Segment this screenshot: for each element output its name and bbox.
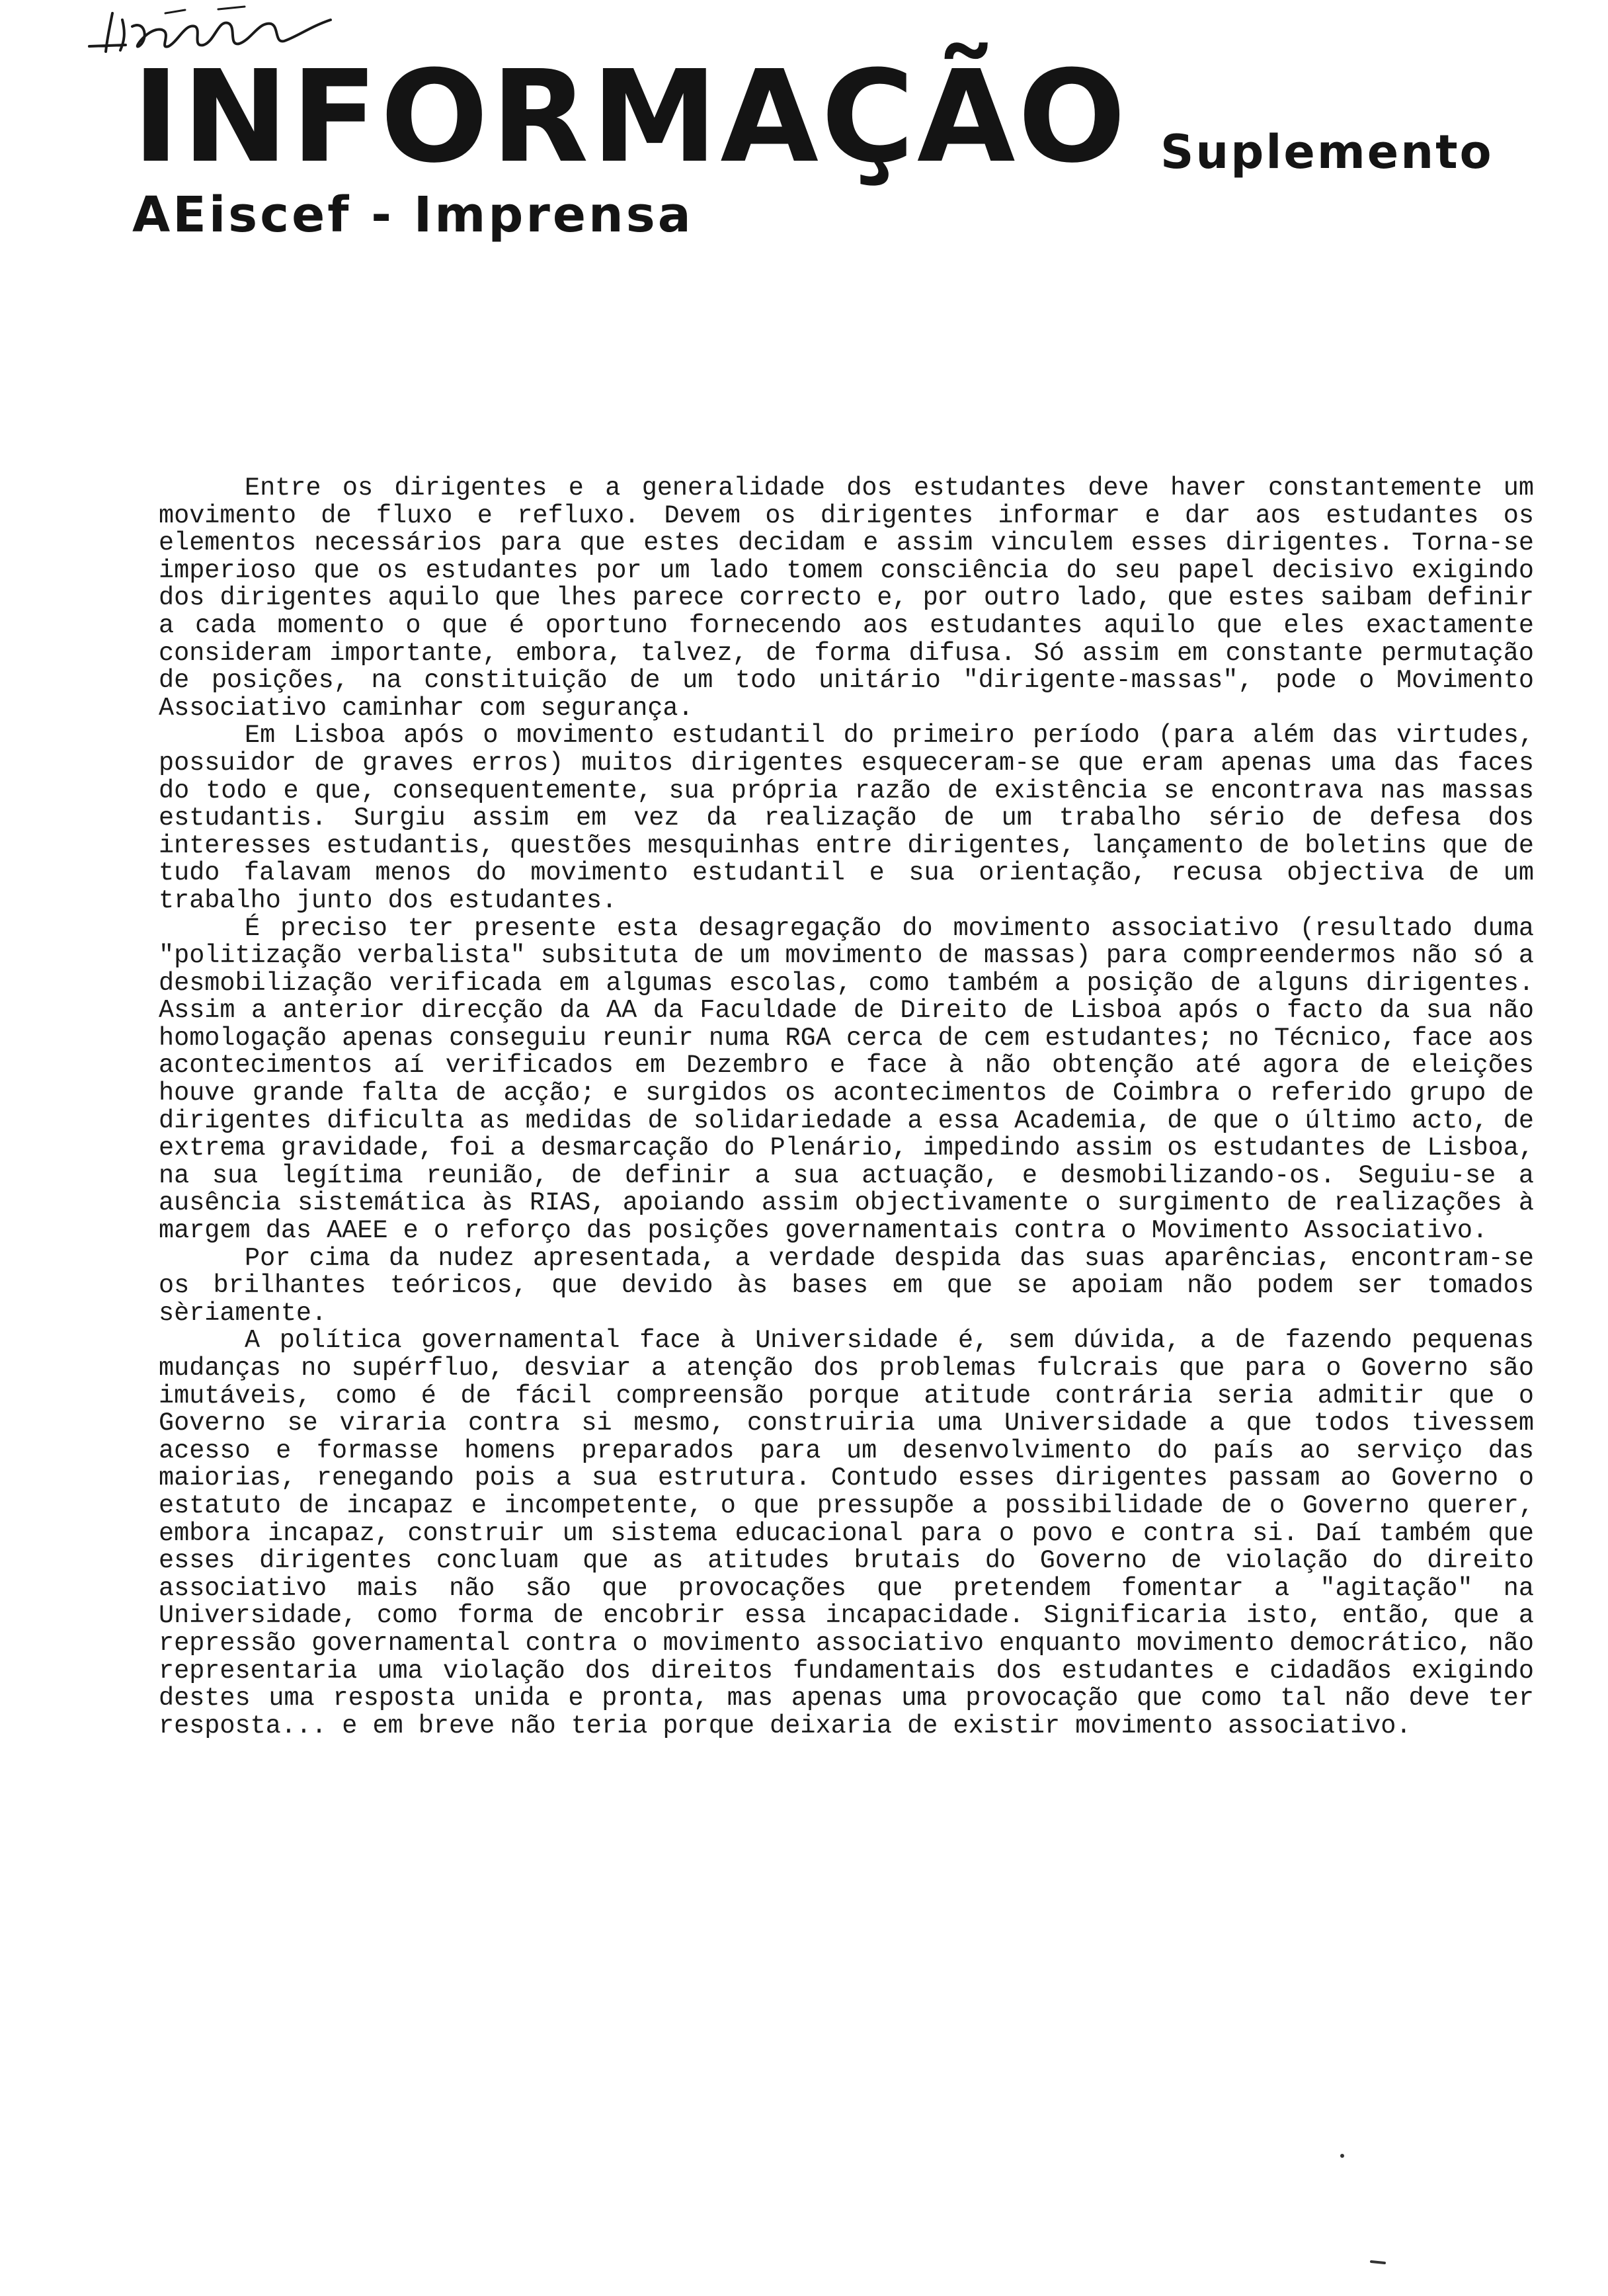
article-paragraph: Em Lisboa após o movimento estudantil do primeiro período (para além das virtudes, possuidor de graves erros) muitos dirigentes esqueceram-se que eram apenas uma das faces do todo e que, consequentemente, sua própria razão de existência se encontrava nas massas estudantis. Surgiu assim em vez da realização de um trabalho sério de defesa dos interesses estudantis, questões mesquinhas entre dirigentes, lançamento de boletins que de tudo falavam menos do movimento estudantil e sua orientação, recusa objectiva de um trabalho junto dos estudantes.	[159, 721, 1534, 915]
masthead	[132, 44, 1521, 250]
article-paragraph: Entre os dirigentes e a generalidade dos estudantes deve haver constantemente um movimento de fluxo e refluxo. Devem os dirigentes informar e dar aos estudantes os elementos necessários para que estes decidam e assim vinculem esses dirigentes. Torna-se imperioso que os estudantes por um lado tomem consciência do seu papel decisivo exigindo dos dirigentes aquilo que lhes parece correcto e, por outro lado, que estes saibam definir a cada momento o que é oportuno fornecendo aos estudantes aquilo que eles exactamente consideram importante, embora, talvez, de forma difusa. Só assim em constante permutação de posições, na constituição de um todo unitário "dirigente-massas", pode o Movimento Associativo caminhar com segurança.	[159, 473, 1534, 723]
ink-speck	[1369, 2255, 1388, 2268]
masthead-subtitle: AEiscef - Imprensa	[132, 186, 694, 243]
masthead-supplement-label: Suplemento	[1160, 125, 1494, 179]
article-paragraph: A política governamental face à Universidade é, sem dúvida, a de fazendo pequenas mudanças no supérfluo, desviar a atenção dos problemas fulcrais que para o Governo são imutáveis, como é de fácil compreensão porque atitude contrária seria admitir que o Governo se viraria contra si mesmo, construiria uma Universidade a que todos tivessem acesso e formasse homens preparados para um desenvolvimento do país ao serviço das maiorias, renegando pois a sua estrutura. Contudo esses dirigentes passam ao Governo o estatuto de incapaz e incompetente, o que pressupõe a possibilidade de o Governo querer, embora incapaz, construir um sistema educacional para o povo e contra si. Daí também que esses dirigentes concluam que as atitudes brutais do Governo de violação do direito associativo mais não são que provocações que pretendem fomentar a "agitação" na Universidade, como forma de encobrir essa incapacidade. Significaria isto, então, que a repressão governamental contra o movimento associativo enquanto movimento democrático, não representaria uma violação dos direitos fundamentais dos estudantes e cidadãos exigindo destes uma resposta unida e pronta, mas apenas uma provocação que como tal não deve ter resposta... e em breve não teria porque deixaria de existir movimento associativo.	[159, 1326, 1534, 1741]
article-body	[159, 475, 1534, 1740]
article-paragraph: É preciso ter presente esta desagregação do movimento associativo (resultado duma "politização verbalista" subsituta de um movimento de massas) para compreendermos não só a desmobilização verificada em algumas escolas, como também a posição de alguns dirigentes. Assim a anterior direcção da AA da Faculdade de Direito de Lisboa após o facto da sua não homologação apenas conseguiu reunir numa RGA cerca de cem estudantes; no Técnico, face aos acontecimentos aí verificados em Dezembro e face à não obtenção até agora de eleições houve grande falta de acção; e surgidos os acontecimentos de Coimbra o referido grupo de dirigentes dificulta as medidas de solidariedade a essa Academia, de que o último acto, de extrema gravidade, foi a desmarcação do Plenário, impedindo assim os estudantes de Lisboa, na sua legítima reunião, de definir a sua actuação, e desmobilizando-os. Seguiu-se a ausência sistemática às RIAS, apoiando assim objectivamente o surgimento de realizações à margem das AAEE e o reforço das posições governamentais contra o Movimento Associativo.	[159, 913, 1534, 1246]
masthead-title: INFORMAÇÃO	[132, 44, 1129, 191]
article-paragraph: Por cima da nudez apresentada, a verdade despida das suas aparências, encontram-se os brilhantes teóricos, que devido às bases em que se apoiam não podem ser tomados sèriamente.	[159, 1243, 1534, 1328]
ink-speck	[1336, 2149, 1349, 2162]
